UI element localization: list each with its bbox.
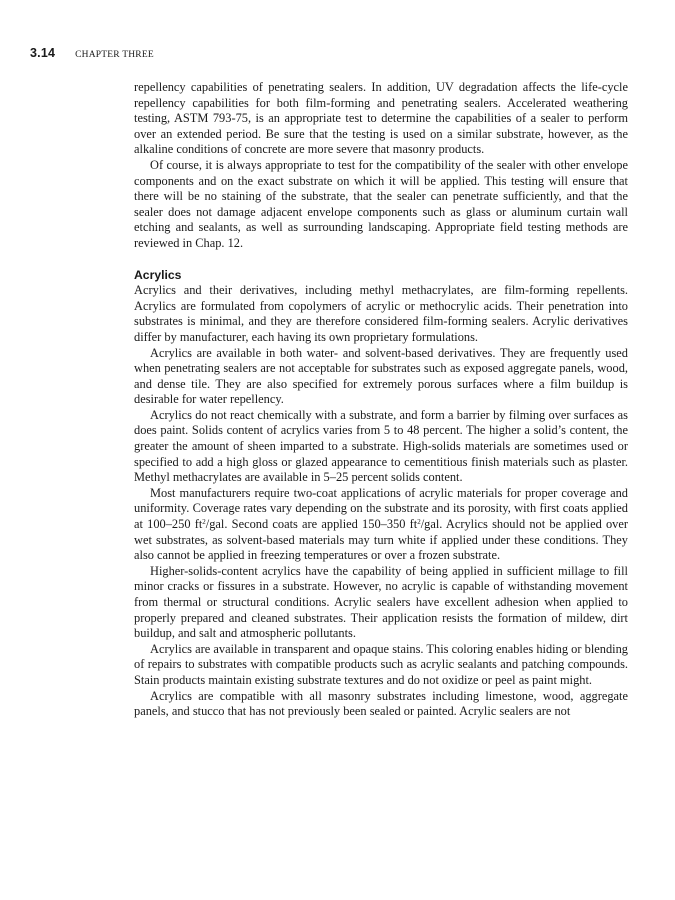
chapter-title: CHAPTER THREE (75, 50, 154, 60)
paragraph-acrylics-derivatives: Acrylics are available in both water- and solvent-based derivatives. They are frequently used when penetrating sealers are not acceptable for substrates such as exposed aggregate panels, wood, and dense tile. They are also specified for extremely porous surfaces where a film buildup is desirable for water repellency. (134, 345, 628, 407)
paragraph-continued: repellency capabilities of penetrating sealers. In addition, UV degradation affects the life-cycle repellency capabilities for both film-forming and penetrating sealers. Accelerated weathering testing, ASTM 793-75, is an appropriate test to determine the capabilities of a sealer to perform over an extended period. Be sure that the testing is used on a similar substrate, however, as the alkaline conditions of concrete are more severe that masonry products. (134, 80, 628, 157)
paragraph-compatibility-testing: Of course, it is always appropriate to test for the compatibility of the sealer with other envelope components and on the exact substrate on which it will be applied. This testing will ensure that there will be no staining of the substrate, that the sealer can penetrate sufficiently, and that the sealer does not damage adjacent envelope components such as glass or aluminum curtain wall etching and sealants, as well as surrounding landscaping. Appropriate field testing methods are reviewed in Chap. 12. (134, 157, 628, 250)
coverage-text-1: Most manufacturers require two-coat applications of acrylic materials for proper coverage and uniformity. Coverage rates vary depending on the substrate and its porosity, with first coats applied at 100–250 ft (134, 485, 628, 532)
running-head (30, 46, 154, 62)
coverage-text-2: /gal. Second coats are applied 150–350 ft (205, 517, 418, 532)
page-number: 3.14 (30, 46, 56, 60)
paragraph-acrylics-high-solids: Higher-solids-content acrylics have the capability of being applied in sufficient millage to fill minor cracks or fissures in a substrate. However, no acrylic is capable of withstanding movement from thermal or structural conditions. Acrylic sealers have excellent adhesion when applied to properly prepared and cleaned substrates. Their application resists the formation of mildew, dirt buildup, and salt and atmospheric pollutants. (134, 563, 628, 641)
paragraph-acrylics-compatibility: Acrylics are compatible with all masonry substrates including limestone, wood, aggregate panels, and stucco that has not previously been sealed or painted. Acrylic sealers are not (134, 688, 628, 719)
paragraph-acrylics-solids: Acrylics do not react chemically with a substrate, and form a barrier by filming over surfaces as does paint. Solids content of acrylics varies from 5 to 48 percent. The higher a solid’s content, the greater the amount of sheen imparted to a substrate. High-solids materials are sometimes used or specified to add a high gloss or glazed appearance to cementitious finish materials such as plaster. Methyl methacrylates are available in 5–25 percent solids content. (134, 407, 628, 485)
coverage-text-3: /gal. Acrylics should not be applied over wet substrates, as solvent-based materials may turn white if applied under these conditions. They also cannot be applied in freezing temperatures or over a frozen substrate. (134, 517, 628, 563)
page-body (134, 80, 628, 720)
superscript-squared-2: 2 (417, 518, 421, 527)
paragraph-acrylics-coverage (134, 486, 628, 564)
superscript-squared-1: 2 (202, 518, 206, 527)
paragraph-acrylics-stains: Acrylics are available in transparent and opaque stains. This coloring enables hiding or blending of repairs to substrates with compatible products such as acrylic sealants and patching compounds. Stain products maintain existing substrate textures and do not oxidize or peel as paint might. (134, 641, 628, 687)
paragraph-acrylics-intro: Acrylics and their derivatives, including methyl methacrylates, are film-forming repellents. Acrylics are formulated from copolymers of acrylic or methocrylic acids. Their penetration into substrates is minimal, and they are therefore considered film-forming sealers. Acrylic derivatives differ by manufacturer, each having its own proprietary formulations. (134, 283, 628, 344)
section-heading-acrylics: Acrylics (134, 267, 182, 282)
